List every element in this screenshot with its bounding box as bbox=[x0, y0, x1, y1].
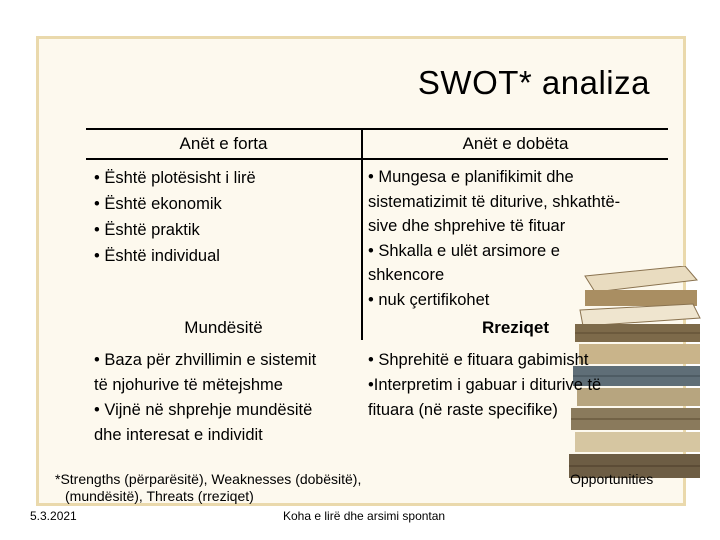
table-top-rule bbox=[86, 128, 668, 130]
threats-heading: Rreziqet bbox=[481, 318, 550, 337]
threats-list bbox=[368, 348, 601, 423]
list-item: sive dhe shprehive të fituar bbox=[368, 217, 566, 235]
slide-date: 5.3.2021 bbox=[30, 509, 77, 523]
slide-title: SWOT* analiza bbox=[417, 64, 650, 101]
slide-footer: Koha e lirë dhe arsimi spontan bbox=[283, 509, 446, 523]
opportunities-heading: Mundësitë bbox=[184, 318, 263, 337]
weaknesses-list bbox=[368, 165, 620, 312]
list-item: • Është individual bbox=[94, 247, 220, 265]
list-item: të njohurive të mëtejshme bbox=[94, 376, 283, 394]
list-item: • nuk çertifikohet bbox=[368, 290, 490, 309]
list-item: • Mungesa e planifikimit dhe bbox=[368, 168, 574, 186]
list-item: • Baza për zhvillimin e sistemit bbox=[94, 351, 317, 369]
list-item: sistematizimit të diturive, shkathtë- bbox=[368, 192, 621, 211]
list-item: • Shkalla e ulët arsimore e bbox=[368, 241, 560, 260]
footnote-line: *Strengths (përparësitë), Weaknesses (dobësitë), bbox=[55, 471, 362, 487]
list-item: • Është plotësisht i lirë bbox=[94, 169, 256, 187]
list-item: dhe interesat e individit bbox=[94, 426, 263, 444]
list-item: • Është ekonomik bbox=[94, 195, 222, 213]
list-item: • Vijnë në shprehje mundësitë bbox=[94, 401, 313, 419]
opportunities-list bbox=[94, 348, 316, 448]
strengths-list bbox=[94, 165, 256, 269]
list-item: • Shprehitë e fituara gabimisht bbox=[368, 351, 589, 369]
footnote bbox=[55, 471, 361, 505]
header-rule bbox=[86, 158, 668, 160]
list-item: shkencore bbox=[368, 266, 445, 284]
column-divider bbox=[361, 128, 363, 340]
list-item: • Është praktik bbox=[94, 221, 200, 239]
list-item: fituara (në raste specifike) bbox=[368, 401, 558, 419]
swot-table bbox=[86, 128, 668, 340]
strengths-heading: Anët e forta bbox=[179, 134, 268, 153]
list-item: •Interpretim i gabuar i diturive të bbox=[368, 376, 602, 394]
footnote-opportunities: Opportunities bbox=[570, 471, 654, 487]
footnote-line: (mundësitë), Threats (rreziqet) bbox=[65, 488, 254, 504]
weaknesses-heading: Anët e dobëta bbox=[462, 134, 569, 153]
